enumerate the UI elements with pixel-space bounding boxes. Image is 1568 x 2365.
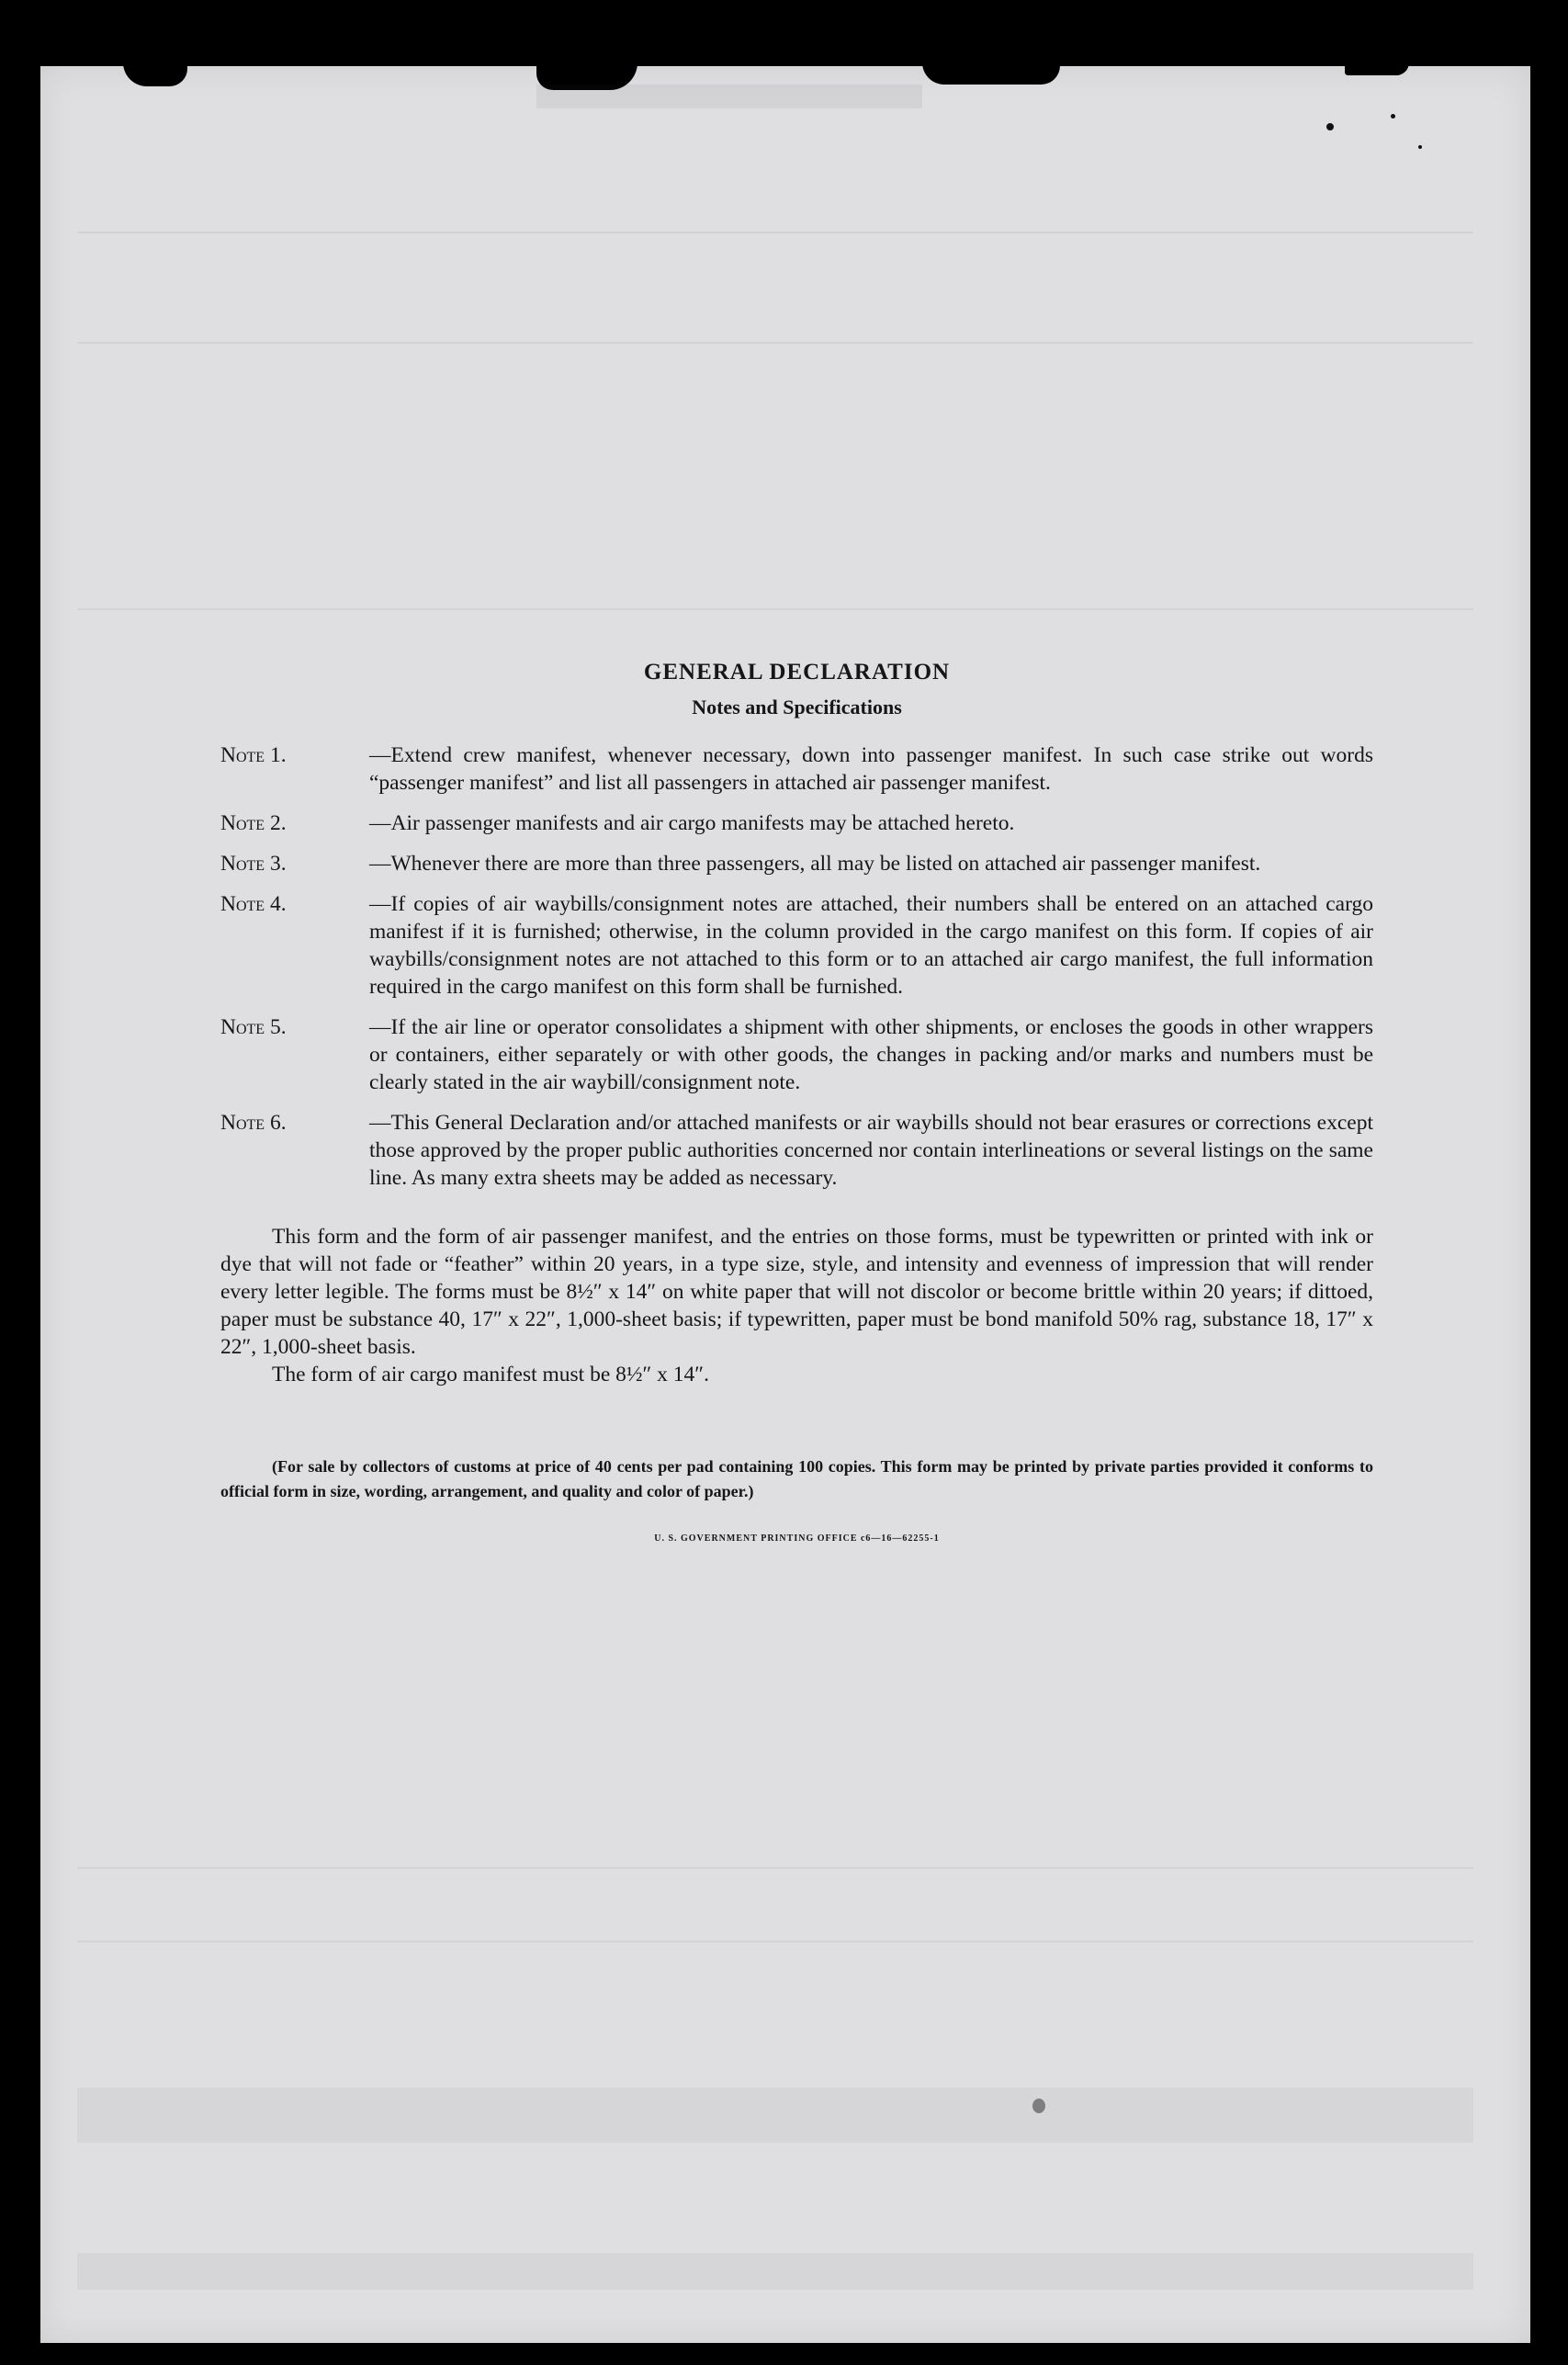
note-5 xyxy=(220,1013,1373,1096)
note-text: —If the air line or operator consolidates a shipment with other shipments, or encloses the goods in other wrappers or containers, either separately or with other goods, the changes in packing and/or marks and numbers must be clearly stated in the air waybill/consignment note. xyxy=(369,1015,1373,1094)
printer-imprint: U. S. GOVERNMENT PRINTING OFFICE c6—16—62255-1 xyxy=(654,1533,940,1544)
bleed-through-line xyxy=(77,1941,1473,1942)
note-text: —If copies of air waybills/consignment notes are attached, their numbers shall be entered on an attached cargo manifest if it is furnished; otherwise, in the column provided in the cargo manifest on this form. If copies of air waybills/consignment notes are not attached to this form or to an attached air cargo manifest, the full information required in the cargo manifest on this form shall be furnished. xyxy=(369,892,1373,999)
bleed-through-line xyxy=(77,608,1473,610)
page-title: GENERAL DECLARATION xyxy=(643,660,951,685)
note-6 xyxy=(220,1109,1373,1192)
note-label: Note 3. xyxy=(220,852,287,876)
sale-notice: (For sale by collectors of customs at price of 40 cents per pad containing 100 copies. This form may be printed by private parties provided it conforms to official form in size, wording, arrangement, and quality and color of paper.) xyxy=(220,1457,1373,1500)
cargo-size-paragraph: The form of air cargo manifest must be 8½″ x 14″. xyxy=(272,1363,709,1386)
note-label: Note 4. xyxy=(220,892,287,916)
bleed-through-block xyxy=(77,2253,1473,2290)
document-body xyxy=(220,660,1373,1544)
note-label: Note 2. xyxy=(220,811,287,835)
page-subtitle: Notes and Specifications xyxy=(692,696,902,719)
note-4 xyxy=(220,890,1373,1001)
bleed-through-mark xyxy=(536,85,922,108)
specification-paragraph: This form and the form of air passenger manifest, and the entries on those forms, must be typewritten or printed with ink or dye that will not fade or “feather” within 20 years, in a type size, style, and intensity and evenness of impression that will render every letter legible. The forms must be 8½″ x 14″ on white paper that will not discolor or become brittle within 20 years; if dittoed, paper must be substance 40, 17″ x 22″, 1,000-sheet basis; if typewritten, paper must be bond manifold 50% rag, substance 18, 17″ x 22″, 1,000-sheet basis. xyxy=(220,1225,1373,1359)
note-text: —Whenever there are more than three passengers, all may be listed on attached air passenger manifest. xyxy=(369,852,1261,876)
note-text: —This General Declaration and/or attached manifests or air waybills should not bear erasures or corrections except those approved by the proper public authorities concerned nor contain interlineations or several listings on the same line. As many extra sheets may be added as necessary. xyxy=(369,1111,1373,1190)
ink-speck xyxy=(1418,145,1422,149)
bleed-through-line xyxy=(77,342,1473,344)
bleed-through-line xyxy=(77,1867,1473,1869)
note-label: Note 5. xyxy=(220,1015,287,1039)
torn-edge-far-right xyxy=(1345,62,1409,75)
note-1 xyxy=(220,741,1373,797)
bleed-through-block xyxy=(77,2088,1473,2143)
note-label: Note 1. xyxy=(220,743,287,767)
note-label: Note 6. xyxy=(220,1111,287,1135)
torn-edge-right xyxy=(922,62,1060,85)
ink-speck xyxy=(1326,123,1334,130)
note-text: —Extend crew manifest, whenever necessary, down into passenger manifest. In such case strike out words “passenger manifest” and list all passengers in attached air passenger manifest. xyxy=(369,743,1373,795)
note-3 xyxy=(220,850,1373,877)
torn-edge-left xyxy=(123,62,187,86)
note-text: —Air passenger manifests and air cargo manifests may be attached hereto. xyxy=(369,811,1015,835)
bleed-through-line xyxy=(77,232,1473,233)
ink-speck xyxy=(1391,114,1395,119)
note-2 xyxy=(220,809,1373,837)
